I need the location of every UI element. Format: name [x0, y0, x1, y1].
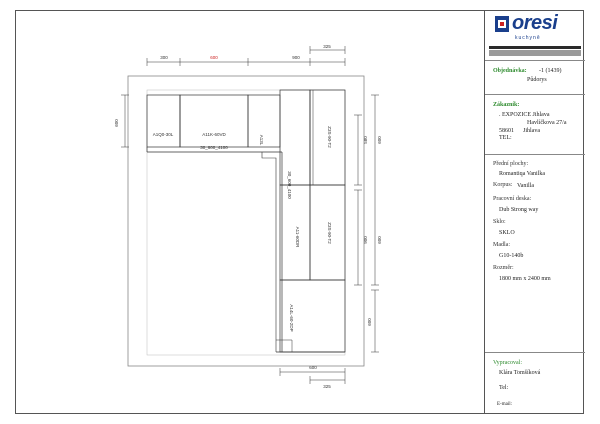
- spec-handles-value: G10-140b: [499, 253, 524, 259]
- customer-street: Havlíčkova 27/a: [527, 120, 567, 126]
- cabinet-top-1: [147, 95, 180, 147]
- dimension-right: [354, 95, 379, 352]
- logo-bar-grey: [489, 50, 581, 56]
- worktop-label: 30_600_4100: [200, 145, 228, 150]
- dim-left: 600: [114, 119, 119, 127]
- spec-front-label: Přední plochy:: [493, 161, 529, 167]
- prepared-email-label: E-mail:: [497, 402, 512, 407]
- specs-section: [485, 154, 585, 352]
- svg-text:600: 600: [367, 318, 372, 326]
- cabinet-label-5: Z3S-90-T2: [327, 222, 332, 244]
- prepared-name: Klára Tomšíková: [499, 370, 541, 376]
- spec-worktop-value: Dub Strong way: [499, 207, 539, 213]
- order-view: Půdorys: [527, 77, 547, 83]
- cabinet-label-3: A13L: [259, 134, 264, 146]
- dim-top-3: 900: [292, 55, 300, 60]
- room-inner: [147, 90, 345, 355]
- cabinet-label-6: A11-60DR: [295, 226, 300, 248]
- oresi-logo-icon: [493, 14, 511, 34]
- svg-text:600: 600: [377, 136, 382, 144]
- customer-zip: 58601: [499, 128, 514, 134]
- svg-text:325: 325: [323, 384, 331, 389]
- logo: [485, 10, 585, 58]
- cabinet-right-3: [280, 185, 310, 280]
- svg-text:600: 600: [309, 365, 317, 370]
- spec-front-value: Romantiqa Vanilka: [499, 171, 546, 177]
- dim-top-4: 325: [323, 44, 331, 49]
- customer-city: Jihlava: [523, 128, 540, 134]
- svg-text:600: 600: [377, 236, 382, 244]
- svg-text:580: 580: [363, 136, 368, 144]
- cabinet-top-2: [180, 95, 248, 147]
- dim-top-2: 600: [210, 55, 218, 60]
- order-section: [485, 60, 585, 94]
- spec-size-value: 1800 mm x 2400 mm: [499, 276, 551, 282]
- prepared-label: Vypracoval:: [493, 360, 522, 366]
- logo-bar-dark: [489, 46, 581, 49]
- title-block: [484, 10, 584, 414]
- customer-section: [485, 94, 585, 154]
- prepared-tel-label: Tel:: [499, 385, 509, 391]
- dim-top-1: 300: [160, 55, 168, 60]
- cabinet-label-4: Z3S-90-T2: [327, 126, 332, 148]
- spec-body-value: Vanilla: [517, 183, 534, 189]
- cabinet-right-1: [280, 90, 310, 185]
- cabinet-label-1: A1Q0-30L: [152, 132, 174, 137]
- customer-label: Zákazník:: [493, 102, 520, 108]
- spec-worktop-label: Pracovní deska:: [493, 196, 532, 202]
- cabinet-label-7: A14L-60-2DP: [289, 304, 294, 332]
- spec-handles-label: Madla:: [493, 242, 510, 248]
- logo-text: oresi: [512, 12, 558, 34]
- order-label: Objednávka:: [493, 68, 527, 74]
- cabinet-label-2: A11K-60VD: [202, 132, 226, 137]
- logo-tagline: kuchyně: [515, 35, 541, 41]
- customer-name: . EXPOZICE Jihlava: [499, 112, 550, 118]
- order-number: -1 (1439): [539, 68, 562, 74]
- worktop-label-vertical: 30_600_4100: [287, 171, 292, 199]
- svg-text:900: 900: [363, 236, 368, 244]
- spec-body-label: Korpus:: [493, 182, 513, 188]
- dimension-top: [147, 46, 345, 66]
- spec-glass-label: Sklo:: [493, 219, 506, 225]
- spec-size-label: Rozměr:: [493, 265, 514, 271]
- room-outline: [128, 76, 364, 366]
- customer-tel-label: TEL:: [499, 135, 512, 141]
- spec-glass-value: SKLO: [499, 230, 515, 236]
- prepared-section: [485, 352, 585, 414]
